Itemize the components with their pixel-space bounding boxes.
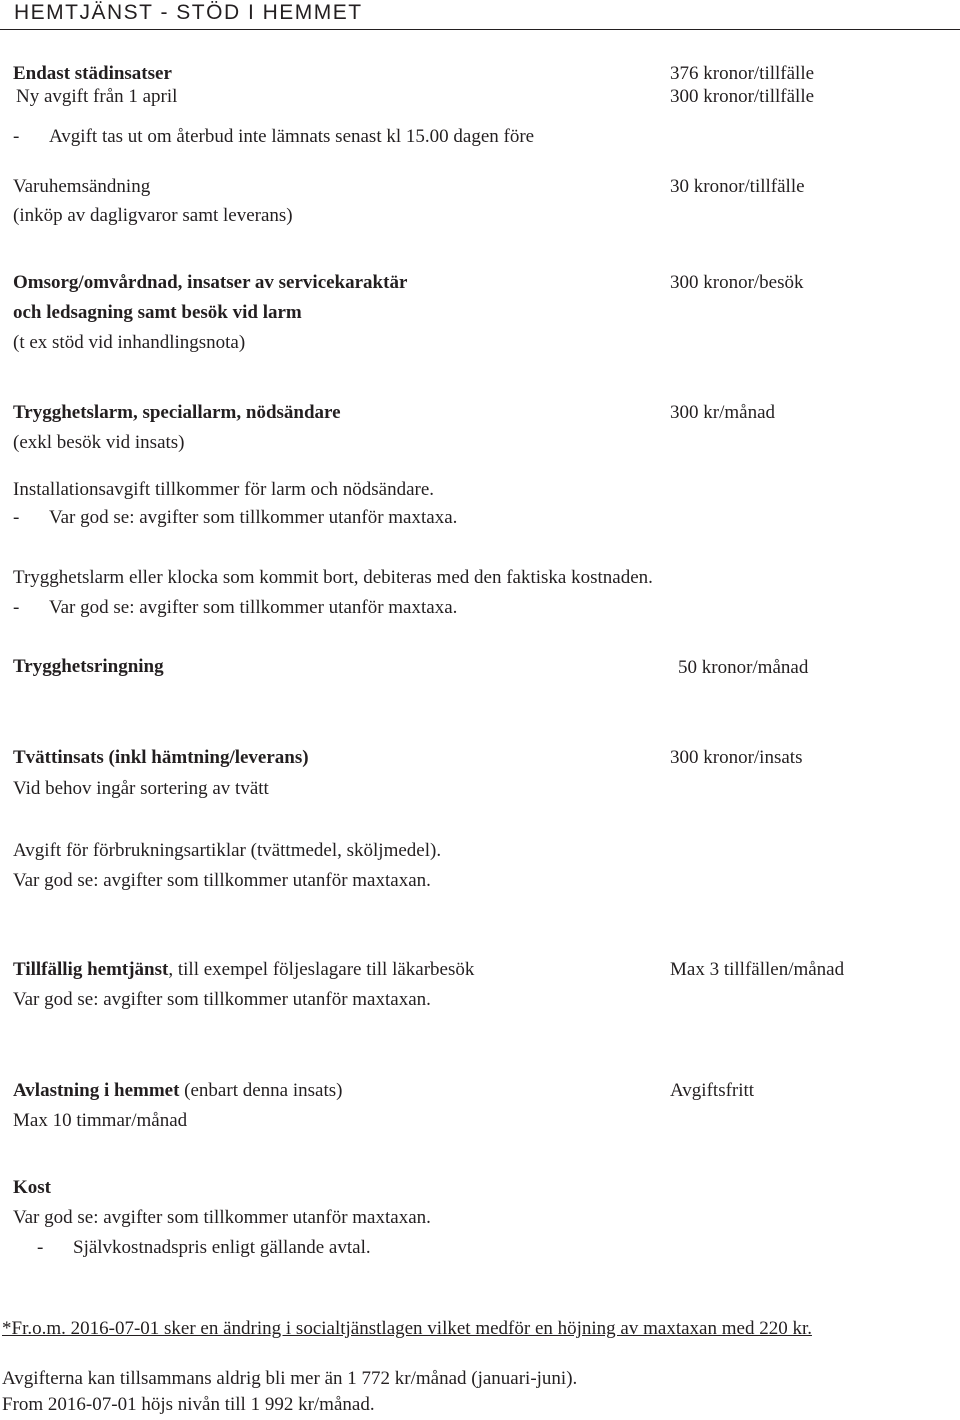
tvatt-title: Tvättinsats (inkl hämtning/leverans) — [13, 747, 309, 768]
tillfallig-title — [13, 959, 474, 981]
bullet-dash: - — [13, 507, 20, 528]
trygghetslarm-note-2-text: Var god se: avgifter som tillkommer utanför maxtaxa. — [49, 597, 458, 618]
footer-line-1: Avgifterna kan tillsammans aldrig bli mer än 1 772 kr/månad (januari-juni). — [2, 1368, 578, 1389]
avlastning-title-rest: (enbart denna insats) — [179, 1080, 343, 1101]
varuhem-subtitle: (inköp av dagligvaror samt leverans) — [13, 205, 293, 226]
varuhem-price: 30 kronor/tillfälle — [670, 176, 805, 197]
trygghetslarm-note-1-text: Var god se: avgifter som tillkommer utanför maxtaxa. — [49, 507, 458, 528]
trygghetsringning-price: 50 kronor/månad — [678, 657, 809, 678]
stadinsatser-note — [13, 126, 534, 148]
trygghetslarm-install: Installationsavgift tillkommer för larm och nödsändare. — [13, 479, 435, 500]
trygghetslarm-lost: Trygghetslarm eller klocka som kommit bort, debiteras med den faktiska kostnaden. — [13, 567, 653, 588]
tvatt-note-2: Var god se: avgifter som tillkommer utanför maxtaxan. — [13, 870, 431, 891]
kost-subtitle: Var god se: avgifter som tillkommer utanför maxtaxan. — [13, 1207, 431, 1228]
trygghetsringning-title: Trygghetsringning — [13, 656, 164, 677]
kost-note — [37, 1237, 371, 1259]
tvatt-subtitle: Vid behov ingår sortering av tvätt — [13, 778, 269, 799]
tillfallig-title-rest: , till exempel följeslagare till läkarbesök — [168, 959, 475, 980]
stadinsatser-title: Endast städinsatser — [13, 63, 172, 84]
stadinsatser-note-text: Avgift tas ut om återbud inte lämnats senast kl 15.00 dagen före — [49, 126, 535, 147]
page-title: HEMTJÄNST - STÖD I HEMMET — [14, 1, 363, 24]
trygghetslarm-title: Trygghetslarm, speciallarm, nödsändare — [13, 402, 341, 423]
tvatt-note-1: Avgift för förbrukningsartiklar (tvättmedel, sköljmedel). — [13, 840, 442, 861]
bullet-dash: - — [13, 126, 20, 147]
trygghetslarm-note-2 — [13, 597, 457, 619]
avlastning-title — [13, 1080, 342, 1102]
tillfallig-subtitle: Var god se: avgifter som tillkommer utanför maxtaxan. — [13, 989, 431, 1010]
tillfallig-title-bold: Tillfällig hemtjänst — [13, 959, 169, 980]
stadinsatser-subtitle: Ny avgift från 1 april — [16, 86, 178, 107]
avlastning-price: Avgiftsfritt — [670, 1080, 755, 1101]
avlastning-title-bold: Avlastning i hemmet — [13, 1080, 180, 1101]
omsorg-line-2: och ledsagning samt besök vid larm — [13, 302, 302, 323]
omsorg-line-1: Omsorg/omvårdnad, insatser av servicekaraktär — [13, 272, 408, 293]
footer-line-2: From 2016-07-01 höjs nivån till 1 992 kr/månad. — [2, 1394, 375, 1415]
stadinsatser-price-old: 376 kronor/tillfälle — [670, 63, 815, 84]
trygghetslarm-note-1 — [13, 507, 457, 529]
page-header — [0, 0, 960, 30]
trygghetslarm-price: 300 kr/månad — [670, 402, 776, 423]
footer-change-notice: *Fr.o.m. 2016-07-01 sker en ändring i socialtjänstlagen vilket medför en höjning av maxtaxan med 220 kr. — [2, 1318, 812, 1339]
bullet-dash: - — [13, 597, 20, 618]
kost-note-text: Självkostnadspris enligt gällande avtal. — [73, 1237, 371, 1258]
avlastning-subtitle: Max 10 timmar/månad — [13, 1110, 188, 1131]
omsorg-price: 300 kronor/besök — [670, 272, 804, 293]
tvatt-price: 300 kronor/insats — [670, 747, 803, 768]
kost-title: Kost — [13, 1177, 51, 1198]
omsorg-line-3: (t ex stöd vid inhandlingsnota) — [13, 332, 246, 353]
stadinsatser-price-new: 300 kronor/tillfälle — [670, 86, 815, 107]
trygghetslarm-subtitle: (exkl besök vid insats) — [13, 432, 185, 453]
varuhem-title: Varuhemsändning — [13, 176, 151, 197]
tillfallig-price: Max 3 tillfällen/månad — [670, 959, 845, 980]
bullet-dash: - — [37, 1237, 44, 1258]
